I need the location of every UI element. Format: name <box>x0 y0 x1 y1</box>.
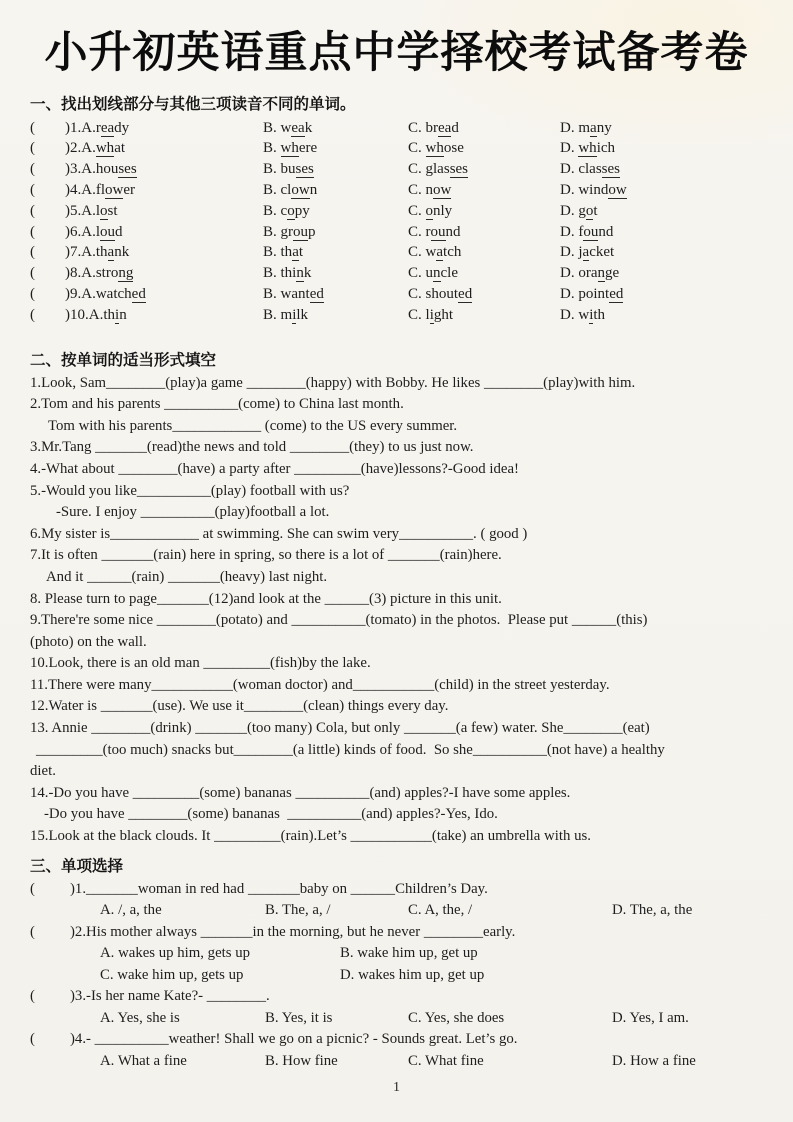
fill-blank-line: 9.There're some nice ________(potato) and __________(tomato) in the photos. Please put ______(this) <box>30 612 648 629</box>
word-prefix: bu <box>280 161 296 178</box>
underlined-part: i <box>292 306 297 323</box>
underlined-part: ea <box>438 119 452 136</box>
underlined-part: n <box>296 265 304 282</box>
word-suffix: d <box>451 119 459 136</box>
underlined-part: ed <box>131 285 146 302</box>
option-d <box>560 180 763 201</box>
option-a <box>65 180 263 201</box>
question-number: )10. <box>65 306 89 323</box>
word-suffix: ere <box>298 140 318 157</box>
option-label: B. <box>263 161 281 178</box>
word-prefix: glas <box>425 161 450 178</box>
option-c <box>408 138 560 159</box>
answer-bracket: ( <box>30 244 35 261</box>
underlined-part: ow <box>608 181 627 198</box>
option-label: B. <box>263 285 281 302</box>
word-prefix: w <box>280 119 292 136</box>
fill-blank-line: 7.It is often _______(rain) here in spring, so there is a lot of _______(rain)here. <box>30 547 502 564</box>
underlined-part: a <box>107 244 115 261</box>
option-label: B. <box>263 244 281 261</box>
word-prefix: point <box>578 285 610 302</box>
choice-option: D. Yes, I am. <box>612 1009 689 1026</box>
option-b <box>263 263 408 284</box>
option-label: D. <box>560 244 579 261</box>
option-a <box>65 201 263 222</box>
underlined-part: i <box>429 306 434 323</box>
choice-option: C. wake him up, gets up <box>100 966 244 983</box>
section3-heading: 三、单项选择 <box>30 856 124 875</box>
fill-blank-line: diet. <box>30 763 56 780</box>
word-prefix: r <box>95 119 101 136</box>
underlined-part: i <box>589 306 594 323</box>
pronunciation-question-list <box>30 118 763 326</box>
option-label: A. <box>81 119 96 136</box>
pronunciation-question-row <box>30 180 763 201</box>
answer-bracket: ( <box>30 1031 35 1048</box>
option-b <box>263 284 408 305</box>
option-b <box>263 242 408 263</box>
option-label: C. <box>408 244 426 261</box>
underlined-part: a <box>292 244 299 261</box>
choice-option: B. How fine <box>265 1052 338 1069</box>
word-prefix: clas <box>578 161 602 178</box>
option-label: C. <box>408 161 426 178</box>
option-c <box>408 305 560 326</box>
choice-question-line <box>30 1029 763 1051</box>
word-prefix: m <box>578 119 591 136</box>
underlined-part: n <box>597 265 605 282</box>
option-label: B. <box>263 119 281 136</box>
choice-option-row <box>30 1051 763 1073</box>
choice-option: C. What fine <box>408 1052 484 1069</box>
fill-blank-line: 13. Annie ________(drink) _______(too many) Cola, but only _______(a few) water. She________(eat) <box>30 720 650 737</box>
word-suffix: er <box>123 181 136 198</box>
pronunciation-question-row <box>30 118 763 139</box>
option-b <box>263 180 408 201</box>
word-suffix: d <box>115 223 123 240</box>
fill-blank-line: _________(too much) snacks but________(a little) kinds of food. So she__________(not have) a healthy <box>36 741 665 758</box>
option-label: C. <box>408 306 426 323</box>
fill-blank-line: 8. Please turn to page_______(12)and look at the ______(3) picture in this unit. <box>30 590 502 607</box>
option-c <box>408 284 560 305</box>
word-suffix: nk <box>114 244 130 261</box>
underlined-part: o <box>585 202 594 219</box>
word-suffix: lk <box>296 306 309 323</box>
option-label: A. <box>81 285 96 302</box>
choice-option: A. Yes, she is <box>100 1009 180 1026</box>
option-label: D. <box>560 161 579 178</box>
word-suffix: th <box>593 306 606 323</box>
fill-blank-line: 12.Water is _______(use). We use it________(clean) things every day. <box>30 698 449 715</box>
choice-option: A. /, a, the <box>100 902 162 919</box>
option-label: A. <box>81 181 96 198</box>
option-d <box>560 201 763 222</box>
question-text: )3.-Is her name Kate?- ________. <box>70 988 270 1005</box>
question-number: )1. <box>65 119 82 136</box>
word-suffix: cket <box>589 244 615 261</box>
word-prefix: w <box>578 306 590 323</box>
word-prefix: m <box>280 306 293 323</box>
option-b <box>263 201 408 222</box>
word-prefix: l <box>95 202 101 219</box>
underlined-part: ses <box>295 161 314 178</box>
answer-bracket: ( <box>30 285 35 302</box>
fill-blank-line: 4.-What about ________(have) a party after _________(have)lessons?-Good idea! <box>30 460 519 477</box>
word-prefix: w <box>425 244 437 261</box>
option-d <box>560 159 763 180</box>
choice-option: D. The, a, the <box>612 902 693 919</box>
word-suffix: ny <box>596 119 612 136</box>
fill-blank-line: -Sure. I enjoy __________(play)football a lot. <box>56 504 330 521</box>
fill-blank-line: 3.Mr.Tang _______(read)the news and told ________(they) to us just now. <box>30 439 474 456</box>
option-label: D. <box>560 306 579 323</box>
answer-bracket: ( <box>30 988 35 1005</box>
option-d <box>560 118 763 139</box>
word-prefix: want <box>280 285 310 302</box>
word-suffix: nly <box>433 202 453 219</box>
underlined-part: wh <box>425 140 444 157</box>
choice-option: C. Yes, she does <box>408 1009 505 1026</box>
underlined-part: o <box>287 202 295 219</box>
underlined-part: ed <box>309 285 324 302</box>
option-d <box>560 263 763 284</box>
option-label: B. <box>263 306 281 323</box>
option-c <box>408 201 560 222</box>
underlined-part: ow <box>105 181 124 198</box>
word-prefix: th <box>103 306 116 323</box>
choice-option: C. A, the, / <box>408 902 473 919</box>
section-pronunciation <box>30 94 763 326</box>
word-prefix: ora <box>578 265 598 282</box>
choice-option-row <box>30 1008 763 1030</box>
option-a <box>65 242 263 263</box>
pronunciation-question-row <box>30 284 763 305</box>
word-prefix: n <box>425 181 434 198</box>
underlined-part: ow <box>433 181 452 198</box>
word-prefix: c <box>280 202 288 219</box>
word-suffix: dy <box>114 119 130 136</box>
fill-blank-line: 6.My sister is____________ at swimming. She can swim very__________. ( good ) <box>30 525 528 542</box>
section-word-forms <box>30 350 763 848</box>
choice-option: D. wakes him up, get up <box>340 966 485 983</box>
word-suffix: ge <box>605 265 620 282</box>
pronunciation-question-row <box>30 263 763 284</box>
option-c <box>408 242 560 263</box>
underlined-part: n <box>433 265 441 282</box>
option-label: C. <box>408 119 426 136</box>
underlined-part: ses <box>449 161 469 178</box>
option-label: B. <box>263 181 281 198</box>
option-d <box>560 222 763 243</box>
option-c <box>408 118 560 139</box>
choice-question-line <box>30 879 763 901</box>
word-prefix: hou <box>95 161 119 178</box>
option-label: B. <box>263 202 281 219</box>
pronunciation-question-row <box>30 222 763 243</box>
option-a <box>65 159 263 180</box>
choice-option-row <box>30 965 763 987</box>
option-label: B. <box>263 265 281 282</box>
word-prefix: shout <box>425 285 459 302</box>
word-suffix: at <box>114 140 126 157</box>
answer-bracket: ( <box>30 880 35 897</box>
answer-bracket: ( <box>30 161 35 178</box>
answer-bracket: ( <box>30 140 35 157</box>
pronunciation-question-row <box>30 159 763 180</box>
word-suffix: ich <box>596 140 616 157</box>
answer-bracket: ( <box>30 202 35 219</box>
word-prefix: u <box>425 265 434 282</box>
word-prefix: br <box>425 119 439 136</box>
word-suffix: st <box>107 202 118 219</box>
underlined-part: wh <box>578 140 597 157</box>
fill-blank-line-list <box>30 373 763 848</box>
option-c <box>408 222 560 243</box>
choice-option: B. wake him up, get up <box>340 945 478 962</box>
option-a <box>65 284 263 305</box>
question-number: )9. <box>65 285 82 302</box>
answer-bracket: ( <box>30 119 35 136</box>
page-number: 1 <box>393 1080 400 1095</box>
question-number: )8. <box>65 265 82 282</box>
pronunciation-question-row <box>30 138 763 159</box>
word-prefix: wind <box>578 181 609 198</box>
underlined-part: ou <box>100 223 116 240</box>
option-label: A. <box>81 202 96 219</box>
word-prefix: l <box>425 306 430 323</box>
word-suffix: ose <box>443 140 464 157</box>
option-label: C. <box>408 202 426 219</box>
option-label: D. <box>560 181 579 198</box>
word-suffix: t <box>298 244 304 261</box>
option-b <box>263 222 408 243</box>
choice-option-row <box>30 900 763 922</box>
underlined-part: wh <box>95 140 115 157</box>
underlined-part: a <box>582 244 590 261</box>
underlined-part: ses <box>601 161 621 178</box>
word-prefix: j <box>578 244 583 261</box>
question-number: )4. <box>65 181 82 198</box>
fill-blank-line: And it ______(rain) _______(heavy) last night. <box>46 568 328 585</box>
option-d <box>560 305 763 326</box>
option-label: D. <box>560 223 579 240</box>
section1-heading: 一、找出划线部分与其他三项读音不同的单词。 <box>30 94 356 113</box>
choice-option-row <box>30 943 763 965</box>
answer-bracket: ( <box>30 181 35 198</box>
fill-blank-line: 11.There were many___________(woman doctor) and___________(child) in the street yesterday. <box>30 676 610 693</box>
option-a <box>65 222 263 243</box>
answer-bracket: ( <box>30 223 35 240</box>
fill-blank-line: 2.Tom and his parents __________(come) to China last month. <box>30 396 404 413</box>
word-suffix: n <box>119 306 127 323</box>
fill-blank-line: 14.-Do you have _________(some) bananas __________(and) apples?-I have some apples. <box>30 784 571 801</box>
word-prefix: cl <box>280 181 292 198</box>
option-d <box>560 242 763 263</box>
underlined-part: a <box>590 119 597 136</box>
option-c <box>408 180 560 201</box>
option-label: C. <box>408 285 426 302</box>
option-label: A. <box>81 161 96 178</box>
underlined-part: ed <box>458 285 473 302</box>
word-prefix: r <box>425 223 431 240</box>
word-prefix: watch <box>95 285 132 302</box>
underlined-part: wh <box>280 140 299 157</box>
question-number: )3. <box>65 161 82 178</box>
question-number: )2. <box>65 140 82 157</box>
underlined-part: ea <box>291 119 305 136</box>
choice-question-list <box>30 879 763 1073</box>
answer-bracket: ( <box>30 306 35 323</box>
question-number: )7. <box>65 244 82 261</box>
option-label: A. <box>81 265 96 282</box>
fill-blank-line: (photo) on the wall. <box>30 633 147 650</box>
option-a <box>65 118 263 139</box>
underlined-part: o <box>100 202 108 219</box>
answer-bracket: ( <box>30 923 35 940</box>
option-label: A. <box>81 140 96 157</box>
underlined-part: ea <box>100 119 115 136</box>
option-label: B. <box>263 140 281 157</box>
page-title: 小升初英语重点中学择校考试备考卷 <box>44 28 749 78</box>
word-suffix: k <box>303 265 312 282</box>
underlined-part: o <box>425 202 434 219</box>
question-number: )6. <box>65 223 82 240</box>
fill-blank-line: 10.Look, there is an old man _________(fish)by the lake. <box>30 655 371 672</box>
choice-option: D. How a fine <box>612 1052 696 1069</box>
option-d <box>560 284 763 305</box>
pronunciation-question-row <box>30 242 763 263</box>
word-suffix: p <box>308 223 316 240</box>
word-suffix: py <box>294 202 310 219</box>
option-label: A. <box>88 306 104 323</box>
question-text: )1._______woman in red had _______baby on ______Children’s Day. <box>70 880 488 897</box>
underlined-part: ses <box>118 161 137 178</box>
fill-blank-line: 5.-Would you like__________(play) football with us? <box>30 482 350 499</box>
option-a <box>65 305 263 326</box>
option-label: A. <box>81 223 96 240</box>
word-prefix: l <box>95 223 101 240</box>
word-suffix: cle <box>440 265 458 282</box>
pronunciation-question-row <box>30 201 763 222</box>
answer-bracket: ( <box>30 265 35 282</box>
word-suffix: n <box>309 181 318 198</box>
word-prefix: gr <box>280 223 294 240</box>
word-suffix: t <box>593 202 598 219</box>
underlined-part: ed <box>609 285 624 302</box>
word-prefix: fl <box>95 181 106 198</box>
option-a <box>65 138 263 159</box>
option-label: A. <box>81 244 96 261</box>
option-label: D. <box>560 119 579 136</box>
word-prefix: g <box>578 202 586 219</box>
option-label: C. <box>408 181 426 198</box>
option-a <box>65 263 263 284</box>
word-suffix: tch <box>443 244 462 261</box>
underlined-part: ng <box>118 265 134 282</box>
section2-heading: 二、按单词的适当形式填空 <box>30 350 217 369</box>
pronunciation-question-row <box>30 305 763 326</box>
option-label: D. <box>560 265 579 282</box>
underlined-part: ou <box>293 223 309 240</box>
option-b <box>263 305 408 326</box>
question-text: )4.- __________weather! Shall we go on a picnic? - Sounds great. Let’s go. <box>70 1031 518 1048</box>
choice-option: B. The, a, / <box>265 902 331 919</box>
choice-option: A. wakes up him, gets up <box>100 945 251 962</box>
fill-blank-line: Tom with his parents____________ (come) to the US every summer. <box>48 417 458 434</box>
fill-blank-line: 1.Look, Sam________(play)a game ________(happy) with Bobby. He likes ________(play)with him. <box>30 374 636 391</box>
word-prefix: f <box>578 223 584 240</box>
choice-option: B. Yes, it is <box>265 1009 333 1026</box>
choice-option: A. What a fine <box>100 1052 187 1069</box>
option-label: C. <box>408 140 426 157</box>
word-prefix: th <box>95 244 108 261</box>
option-b <box>263 138 408 159</box>
option-d <box>560 138 763 159</box>
choice-question-line <box>30 986 763 1008</box>
word-suffix: nd <box>445 223 461 240</box>
underlined-part: i <box>115 306 120 323</box>
underlined-part: ou <box>583 223 599 240</box>
word-suffix: k <box>304 119 313 136</box>
option-label: D. <box>560 140 579 157</box>
option-b <box>263 118 408 139</box>
option-label: C. <box>408 265 426 282</box>
option-label: D. <box>560 202 579 219</box>
underlined-part: ow <box>291 181 310 198</box>
question-text: )2.His mother always _______in the morning, but he never ________early. <box>70 923 516 940</box>
choice-question-line <box>30 922 763 944</box>
word-prefix: thi <box>280 265 297 282</box>
option-label: B. <box>263 223 281 240</box>
section-multiple-choice <box>30 856 763 1073</box>
word-prefix: th <box>280 244 293 261</box>
word-suffix: nd <box>598 223 614 240</box>
option-label: D. <box>560 285 579 302</box>
word-suffix: ght <box>433 306 454 323</box>
option-c <box>408 263 560 284</box>
question-number: )5. <box>65 202 82 219</box>
underlined-part: a <box>436 244 444 261</box>
option-label: C. <box>408 223 426 240</box>
underlined-part: ou <box>430 223 446 240</box>
option-b <box>263 159 408 180</box>
fill-blank-line: -Do you have ________(some) bananas __________(and) apples?-Yes, Ido. <box>44 806 498 823</box>
word-prefix: stro <box>95 265 119 282</box>
option-c <box>408 159 560 180</box>
fill-blank-line: 15.Look at the black clouds. It _________(rain).Let’s ___________(take) an umbrella with us. <box>30 828 591 845</box>
